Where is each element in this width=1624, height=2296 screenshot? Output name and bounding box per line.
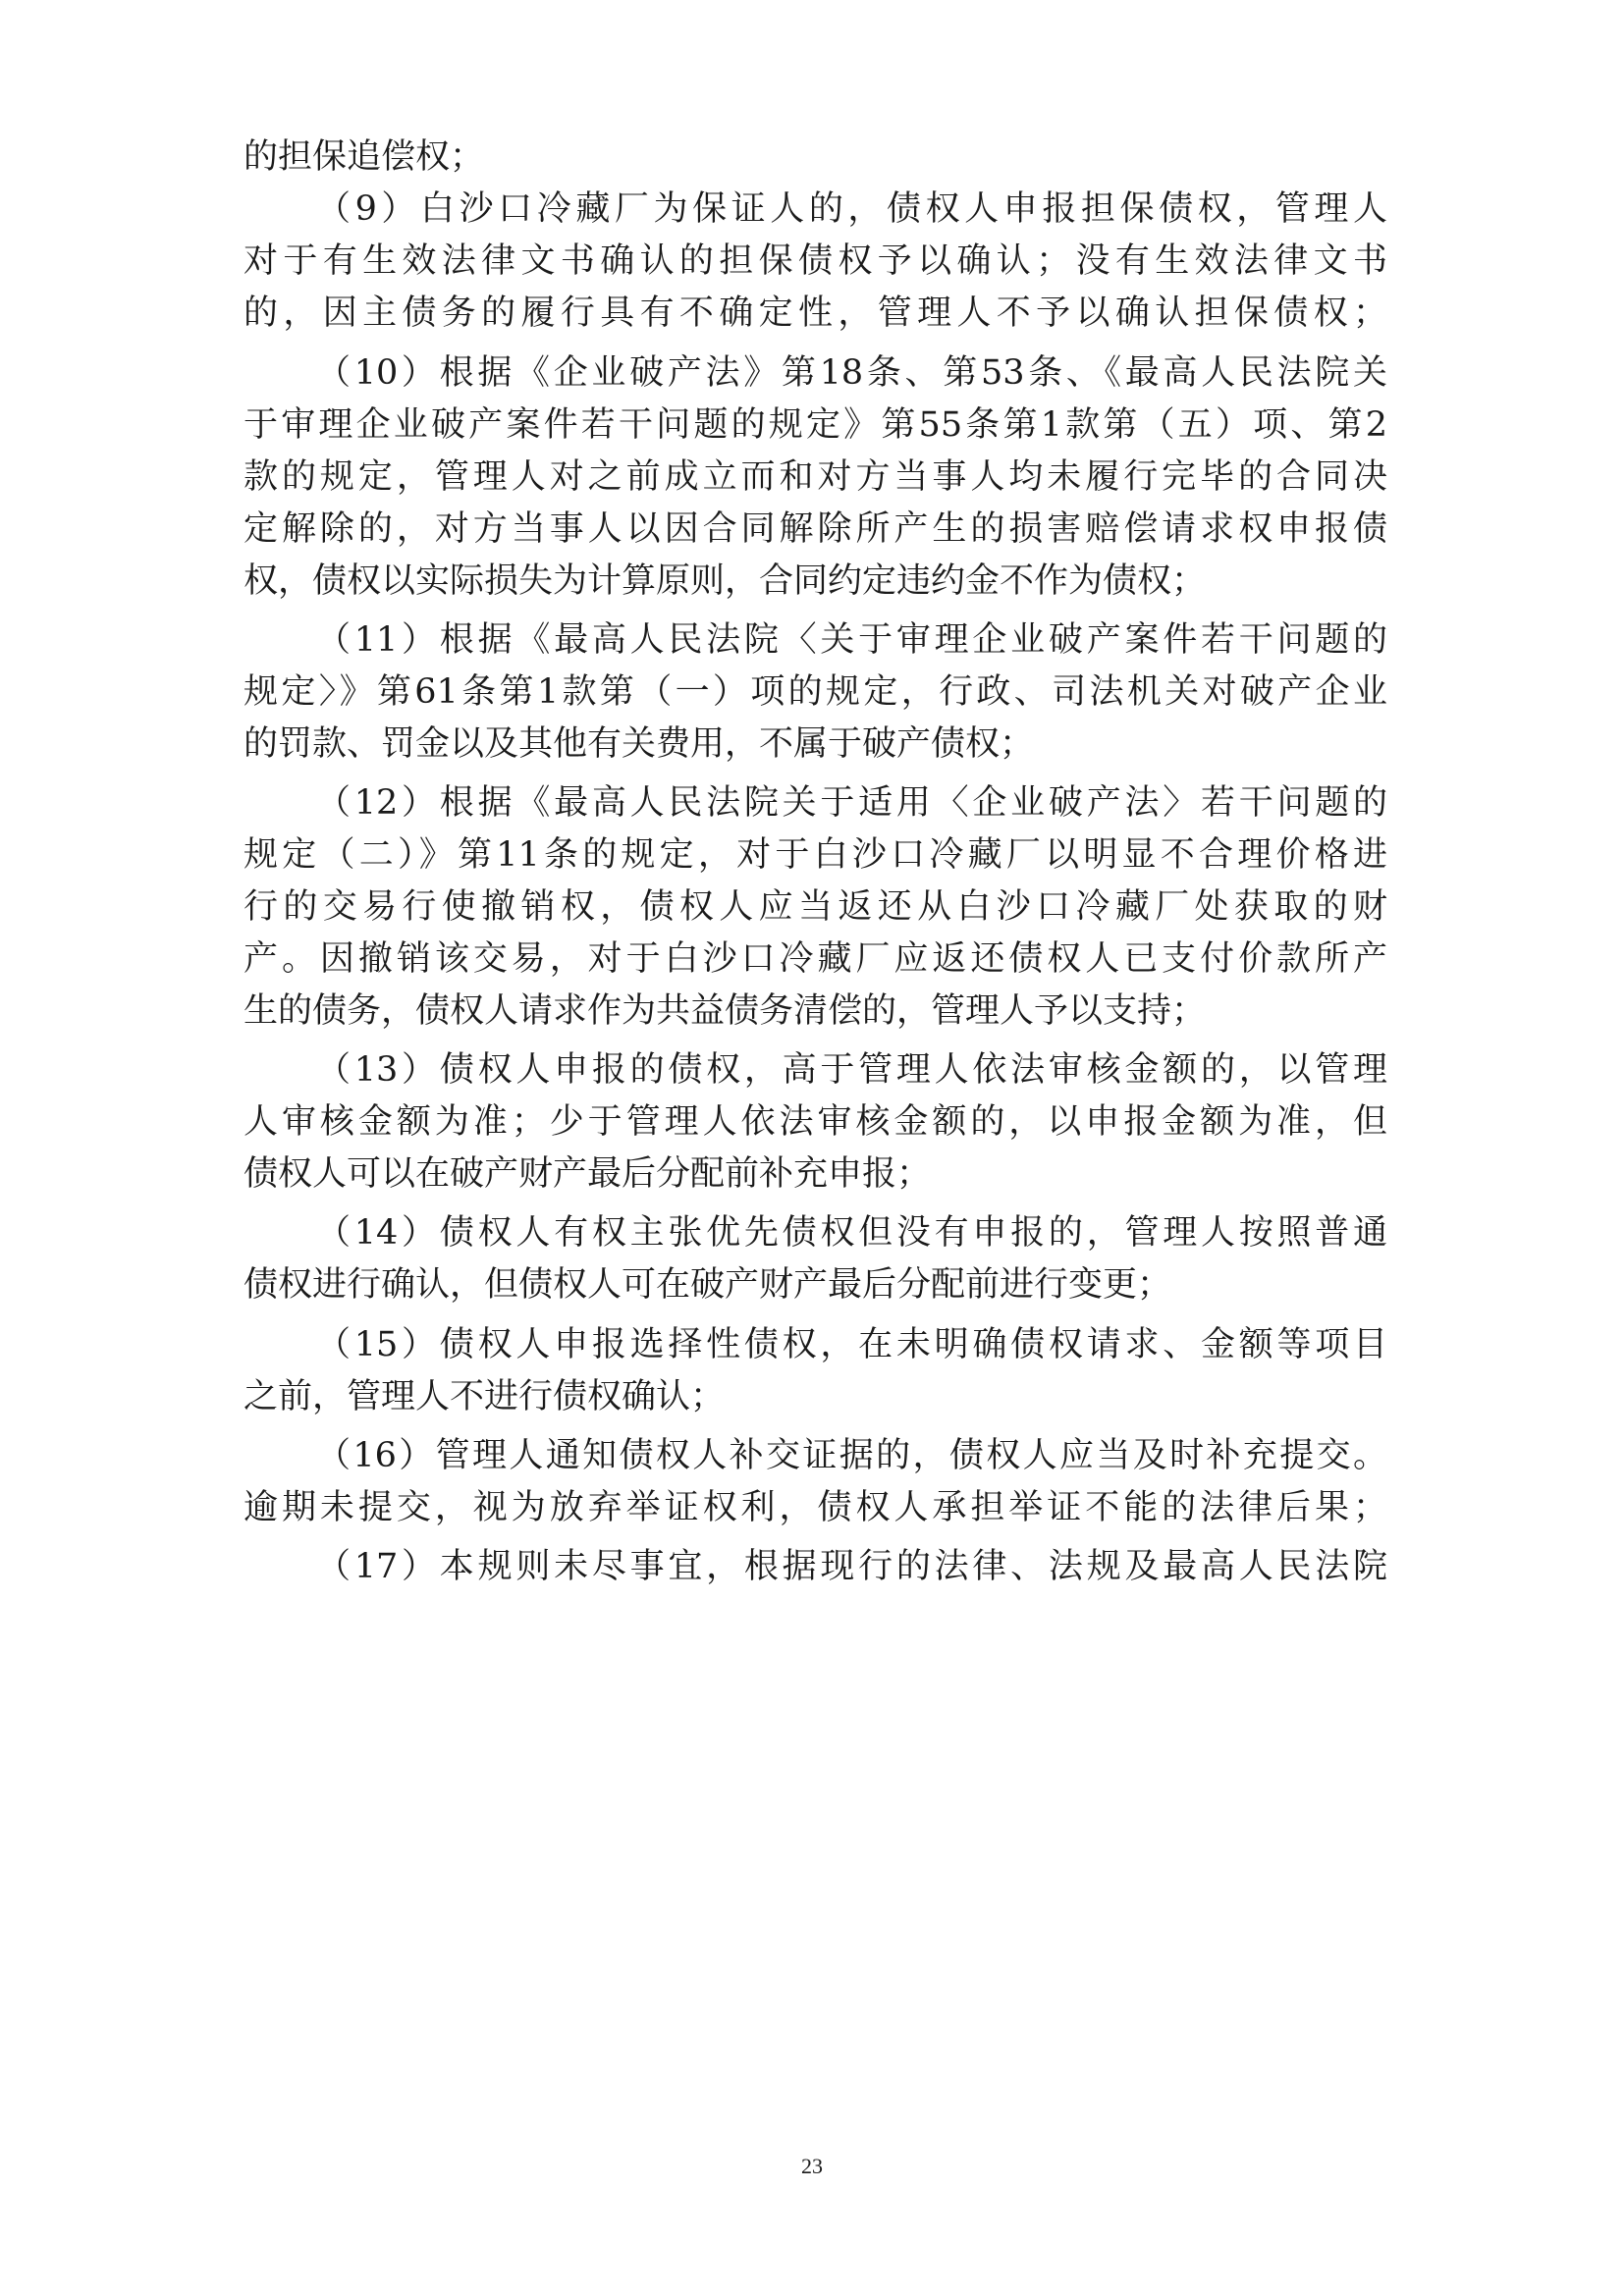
paragraph-16-line: （16）管理人通知债权人补交证据的，债权人应当及时补充提交。	[316, 1436, 1387, 1475]
text-line: 权，债权以实际损失为计算原则，合同约定违约金不作为债权；	[244, 561, 1207, 601]
paragraph-11-line: （11）根据《最高人民法院〈关于审理企业破产案件若干问题的	[316, 620, 1387, 660]
paragraph-10-line: （10）根据《企业破产法》第18条、第53条、《最高人民法院关	[316, 353, 1387, 393]
text-line: 的，因主债务的履行具有不确定性，管理人不予以确认担保债权；	[244, 294, 1387, 333]
text-line: 款的规定，管理人对之前成立而和对方当事人均未履行完毕的合同决	[244, 457, 1387, 497]
paragraph-15-line: （15）债权人申报选择性债权，在未明确债权请求、金额等项目	[316, 1325, 1387, 1364]
paragraph-17-line: （17）本规则未尽事宜，根据现行的法律、法规及最高人民法院	[316, 1547, 1387, 1586]
text-line: 于审理企业破产案件若干问题的规定》第55条第1款第（五）项、第2	[244, 405, 1387, 445]
paragraph-14-line: （14）债权人有权主张优先债权但没有申报的，管理人按照普通	[316, 1213, 1387, 1253]
text-line: 的罚款、罚金以及其他有关费用，不属于破产债权；	[244, 724, 1035, 764]
text-line: 定解除的，对方当事人以因合同解除所产生的损害赔偿请求权申报债	[244, 509, 1387, 549]
paragraph-9-line: （9）白沙口冷藏厂为保证人的，债权人申报担保债权，管理人	[316, 189, 1387, 229]
text-line: 规定（二）》第11条的规定，对于白沙口冷藏厂以明显不合理价格进	[244, 835, 1387, 875]
text-line: 规定〉》第61条第1款第（一）项的规定，行政、司法机关对破产企业	[244, 672, 1387, 712]
text-line: 之前，管理人不进行债权确认；	[244, 1377, 726, 1416]
text-line: 生的债务，债权人请求作为共益债务清偿的，管理人予以支持；	[244, 991, 1207, 1031]
paragraph-13-line: （13）债权人申报的债权，高于管理人依法审核金额的，以管理	[316, 1050, 1387, 1090]
text-line: 债权人可以在破产财产最后分配前补充申报；	[244, 1154, 932, 1194]
text-line: 逾期未提交，视为放弃举证权利，债权人承担举证不能的法律后果；	[244, 1488, 1387, 1527]
text-line: 产。因撤销该交易，对于白沙口冷藏厂应返还债权人已支付价款所产	[244, 939, 1387, 979]
text-line: 债权进行确认，但债权人可在破产财产最后分配前进行变更；	[244, 1265, 1172, 1305]
text-line: 对于有生效法律文书确认的担保债权予以确认；没有生效法律文书	[244, 241, 1387, 281]
text-line: 的担保追偿权；	[244, 137, 485, 177]
paragraph-12-line: （12）根据《最高人民法院关于适用〈企业破产法〉若干问题的	[316, 783, 1387, 823]
text-line: 行的交易行使撤销权，债权人应当返还从白沙口冷藏厂处获取的财	[244, 887, 1387, 927]
page-number: 23	[801, 2154, 823, 2178]
text-line: 人审核金额为准；少于管理人依法审核金额的，以申报金额为准，但	[244, 1102, 1387, 1142]
